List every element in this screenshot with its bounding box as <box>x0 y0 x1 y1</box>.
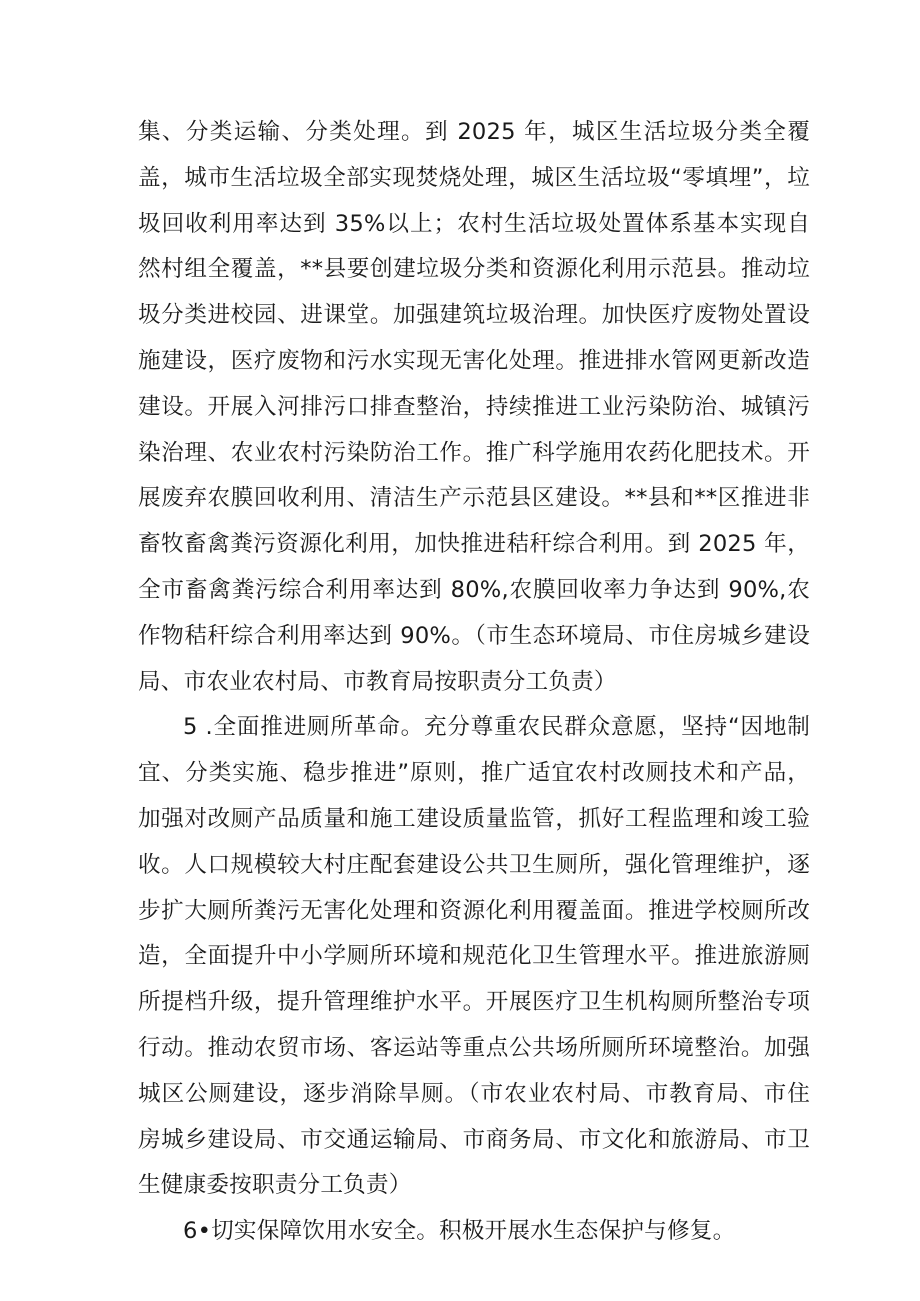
paragraph-item-5: 5 .全面推进厕所革命。充分尊重农民群众意愿，坚持“因地制宜、分类实施、稳步推进”原则，推广适宜农村改厕技术和产品，加强对改厕产品质量和施工建设质量监管，抓好工程监理和竣工验收。人口规模较大村庄配套建设公共卫生厕所，强化管理维护，逐步扩大厕所粪污无害化处理和资源化利用覆盖面。推进学校厕所改造，全面提升中小学厕所环境和规范化卫生管理水平。推进旅游厕所提档升级，提升管理维护水平。开展医疗卫生机构厕所整治专项行动。推动农贸市场、客运站等重点公共场所厕所环境整治。加强城区公厕建设，逐步消除旱厕。（市农业农村局、市教育局、市住房城乡建设局、市交通运输局、市商务局、市文化和旅游局、市卫生健康委按职责分工负责） <box>138 714 810 1199</box>
paragraph-continued: 集、分类运输、分类处理。到 2025 年，城区生活垃圾分类全覆盖，城市生活垃圾全部实现焚烧处理，城区生活垃圾“零填埋”，垃圾回收利用率达到 35%以上；农村生活垃圾处置体系基本实现自然村组全覆盖，**县要创建垃圾分类和资源化利用示范县。推动垃圾分类进校园、进课堂。加强建筑垃圾治理。加快医疗废物处置设施建设，医疗废物和污水实现无害化处理。推进排水管网更新改造建设。开展入河排污口排查整治，持续推进工业污染防治、城镇污染治理、农业农村污染防治工作。推广科学施用农药化肥技术。开展废弃农膜回收利用、清洁生产示范县区建设。**县和**区推进非畜牧畜禽粪污资源化利用，加快推进秸秆综合利用。到 2025 年，全市畜禽粪污综合利用率达到 80%,农膜回收率力争达到 90%,农作物秸秆综合利用率达到 90%。（市生态环境局、市住房城乡建设局、市农业农村局、市教育局按职责分工负责） <box>138 119 810 695</box>
paragraph-item-6: 6•切实保障饮用水安全。积极开展水生态保护与修复。 <box>183 1218 736 1245</box>
document-body <box>138 110 810 1255</box>
